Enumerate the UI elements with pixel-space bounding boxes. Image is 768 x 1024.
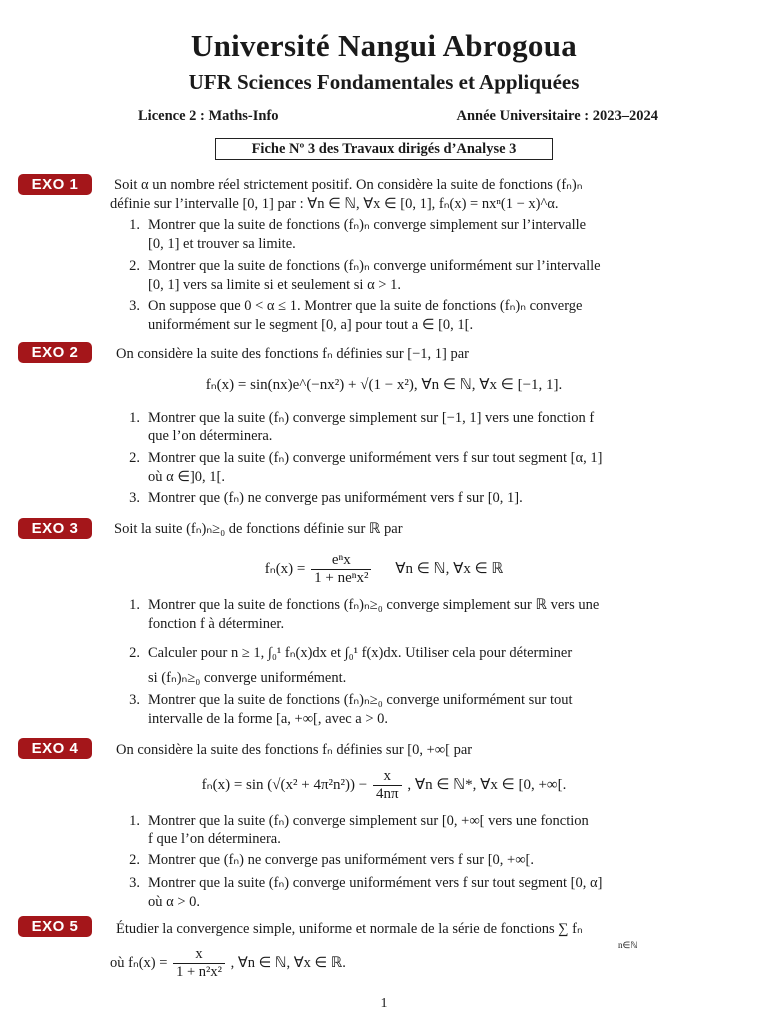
- exo3-q3-line2: intervalle de la forme [a, +∞[, avec a > 0.: [148, 711, 389, 727]
- exo5-intro: Étudier la convergence simple, uniforme et normale de la série de fonctions ∑ fₙ: [116, 921, 583, 937]
- exo4-intro: On considère la suite des fonctions fₙ définies sur [0, +∞[ par: [116, 742, 473, 758]
- exo4-q1-line1: Montrer que la suite (fₙ) converge simplement sur [0, +∞[ vers une fonction: [148, 813, 589, 829]
- exo1-intro-line2: définie sur l’intervalle [0, 1] par : ∀n ∈ ℕ, ∀x ∈ [0, 1], fₙ(x) = nxⁿ(1 − x)^α.: [110, 196, 559, 212]
- exo4-q2-line1: Montrer que (fₙ) ne converge pas uniformément vers f sur [0, +∞[.: [148, 852, 534, 868]
- exo2-q2-number: 2.: [129, 450, 140, 466]
- sheet-title-box: Fiche Nº 3 des Travaux dirigés d’Analyse 3: [215, 138, 553, 160]
- exo1-q3-line1: On suppose que 0 < α ≤ 1. Montrer que la suite de fonctions (fₙ)ₙ converge: [148, 298, 583, 314]
- exo1-q1-line2: [0, 1] et trouver sa limite.: [148, 236, 296, 252]
- exo2-q1-line2: que l’on déterminera.: [148, 428, 273, 444]
- exo5-def-rhs: , ∀n ∈ ℕ, ∀x ∈ ℝ.: [230, 955, 346, 971]
- exo5-sum-index: n∈ℕ: [618, 940, 638, 950]
- exo3-badge: EXO 3: [18, 518, 92, 539]
- university-title: Université Nangui Abrogoua: [190, 28, 578, 63]
- exo2-q2-line1: Montrer que la suite (fₙ) converge uniformément vers f sur tout segment [α, 1]: [148, 450, 603, 466]
- exo4-q1-number: 1.: [129, 813, 140, 829]
- exo2-q1-line1: Montrer que la suite (fₙ) converge simplement sur [−1, 1] vers une fonction f: [148, 410, 595, 426]
- exo1-badge: EXO 1: [18, 174, 92, 195]
- exo5-definition: [110, 946, 346, 981]
- exo4-q3-line1: Montrer que la suite (fₙ) converge uniformément vers f sur tout segment [0, α]: [148, 875, 603, 891]
- exo3-q2-number: 2.: [129, 645, 140, 661]
- exo2-intro: On considère la suite des fonctions fₙ définies sur [−1, 1] par: [116, 346, 469, 362]
- exo3-q1-line2: fonction f à déterminer.: [148, 616, 285, 632]
- exo3-fraction-numerator: eⁿx: [311, 552, 371, 570]
- exo5-def-lhs: où fₙ(x) =: [110, 955, 168, 971]
- exo2-q3-number: 3.: [129, 490, 140, 506]
- exo4-formula-rhs: , ∀n ∈ ℕ*, ∀x ∈ [0, +∞[.: [407, 776, 567, 793]
- academic-year-label: Année Universitaire : 2023–2024: [456, 108, 658, 124]
- faculty-subtitle: UFR Sciences Fondamentales et Appliquées: [188, 70, 580, 94]
- exo3-fraction-denominator: 1 + neⁿx²: [314, 570, 369, 586]
- exo5-fraction-numerator: x: [173, 946, 225, 964]
- exo1-q2-line1: Montrer que la suite de fonctions (fₙ)ₙ converge uniformément sur l’intervalle: [148, 258, 601, 274]
- exo4-badge: EXO 4: [18, 738, 92, 759]
- exo4-formula-fraction: [373, 768, 402, 803]
- exo1-q2-number: 2.: [129, 258, 140, 274]
- exo2-formula: fₙ(x) = sin(nx)e^(−nx²) + √(1 − x²), ∀n ∈ ℕ, ∀x ∈ [−1, 1].: [205, 377, 563, 393]
- exo4-formula-lhs: fₙ(x) = sin (√(x² + 4π²n²)) −: [201, 776, 368, 793]
- exo4-q3-line2: où α > 0.: [148, 894, 201, 910]
- exo3-q1-number: 1.: [129, 597, 140, 613]
- exo3-q3-number: 3.: [129, 692, 140, 708]
- exo4-formula: [0, 768, 768, 803]
- exo3-formula-fraction: [311, 552, 371, 587]
- exo5-badge: EXO 5: [18, 916, 92, 937]
- exo3-q2-line2: si (fₙ)ₙ≥₀ converge uniformément.: [148, 670, 347, 686]
- exo4-fraction-numerator: x: [373, 768, 402, 786]
- exo4-fraction-denominator: 4nπ: [375, 786, 399, 802]
- exo1-intro-line1: Soit α un nombre réel strictement positif. On considère la suite de fonctions (fₙ)ₙ: [114, 177, 583, 193]
- exo2-q2-line2: où α ∈]0, 1[.: [148, 469, 226, 485]
- exo1-q2-line2: [0, 1] vers sa limite si et seulement si α > 1.: [148, 277, 401, 293]
- exo3-q3-line1: Montrer que la suite de fonctions (fₙ)ₙ≥₀ converge uniformément sur tout: [148, 692, 573, 708]
- level-label: Licence 2 : Maths-Info: [138, 108, 279, 124]
- exo4-q3-number: 3.: [129, 875, 140, 891]
- exo1-q3-line2: uniformément sur le segment [0, a] pour tout a ∈ [0, 1[.: [148, 317, 474, 333]
- exo3-formula: [0, 552, 768, 587]
- exo3-formula-rhs: ∀n ∈ ℕ, ∀x ∈ ℝ: [395, 560, 504, 577]
- exo3-q1-line1: Montrer que la suite de fonctions (fₙ)ₙ≥₀ converge simplement sur ℝ vers une: [148, 597, 600, 613]
- exo2-badge: EXO 2: [18, 342, 92, 363]
- exo4-q2-number: 2.: [129, 852, 140, 868]
- exo2-q3-line1: Montrer que (fₙ) ne converge pas uniformément vers f sur [0, 1].: [148, 490, 523, 506]
- page-number: 1: [380, 996, 388, 1011]
- exo3-formula-lhs: fₙ(x) =: [264, 560, 306, 577]
- exo4-q1-line2: f que l’on déterminera.: [148, 831, 281, 847]
- exo5-fraction-denominator: 1 + n²x²: [176, 964, 222, 980]
- exo3-intro: Soit la suite (fₙ)ₙ≥₀ de fonctions définie sur ℝ par: [114, 521, 403, 537]
- exo5-def-fraction: [173, 946, 225, 981]
- exo3-q2-line1: Calculer pour n ≥ 1, ∫₀¹ fₙ(x)dx et ∫₀¹ f(x)dx. Utiliser cela pour déterminer: [148, 645, 573, 661]
- exo1-q1-line1: Montrer que la suite de fonctions (fₙ)ₙ converge simplement sur l’intervalle: [148, 217, 587, 233]
- exo2-q1-number: 1.: [129, 410, 140, 426]
- exo1-q1-number: 1.: [129, 217, 140, 233]
- exo1-q3-number: 3.: [129, 298, 140, 314]
